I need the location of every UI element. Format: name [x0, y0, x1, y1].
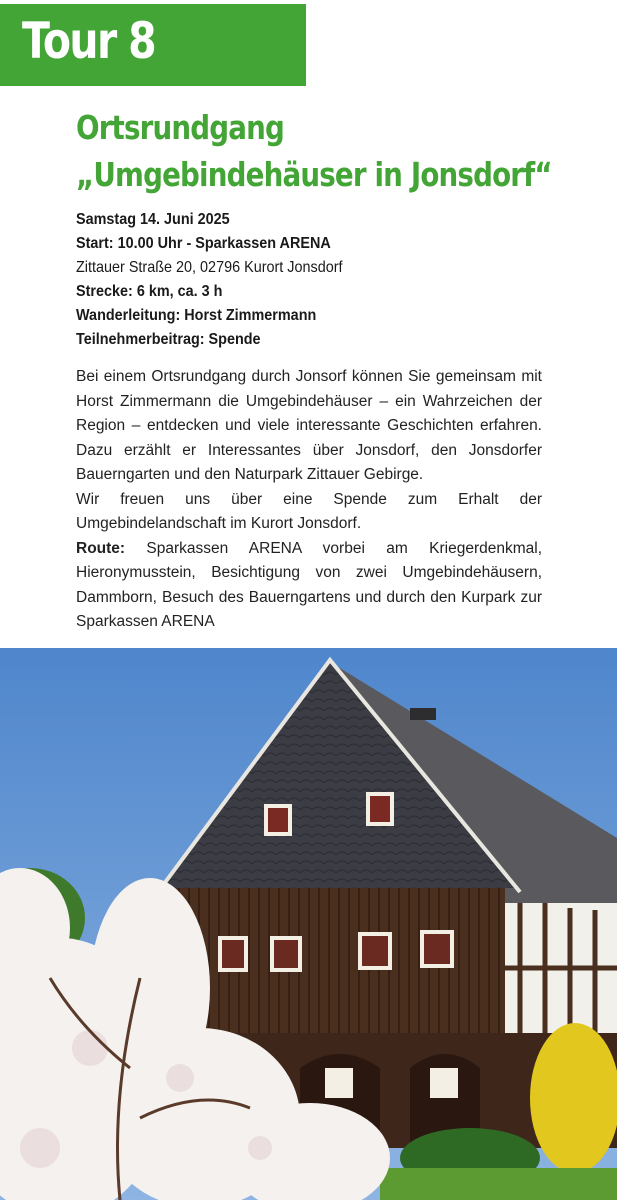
route-text: Sparkassen ARENA vorbei am Kriegerdenkmal, Hieronymusstein, Besichtigung von zwei Umgebindehäusern, Dammborn, Besuch des Bauerngartens und durch den Kurpark zur Sparkassen ARENA — [76, 539, 542, 630]
umgebindehaus-photo — [0, 648, 617, 1200]
title-line-1: Ortsrundgang — [76, 108, 285, 147]
route-info — [76, 537, 542, 635]
event-guide: Wanderleitung: Horst Zimmermann — [76, 307, 317, 324]
event-fee: Teilnehmerbeitrag: Spende — [76, 331, 261, 348]
event-date: Samstag 14. Juni 2025 — [76, 211, 230, 228]
title-line-2: „Umgebindehäuser in Jonsdorf“ — [76, 155, 552, 194]
event-start: Start: 10.00 Uhr - Sparkassen ARENA — [76, 235, 331, 252]
description-paragraph-2: Wir freuen uns über eine Spende zum Erhalt der Umgebindelandschaft im Kurort Jonsdorf. — [76, 490, 542, 532]
tour-banner — [0, 4, 306, 86]
content — [76, 104, 552, 635]
event-distance: Strecke: 6 km, ca. 3 h — [76, 283, 223, 300]
description-paragraph-1: Bei einem Ortsrundgang durch Jonsorf können Sie gemeinsam mit Horst Zimmermann die Umgebindehäuser – ein Wahrzeichen der Region – entdecken und viele interessante Geschichten erfahren. Dazu erzählt er Interessantes über Jonsdorf, den Jonsdorfer Bauerngarten und den Naturpark Zittauer Gebirge. — [76, 368, 542, 483]
route-label: Route: — [76, 539, 126, 557]
yellow-shrub — [530, 1023, 617, 1173]
event-address: Zittauer Straße 20, 02796 Kurort Jonsdorf — [76, 259, 343, 276]
photo-illustration — [0, 648, 617, 1200]
page-title — [76, 104, 552, 198]
tour-label: Tour 8 — [22, 12, 156, 70]
lawn — [380, 1168, 617, 1200]
chimney — [410, 708, 436, 720]
event-details — [76, 208, 542, 352]
description — [76, 365, 542, 635]
